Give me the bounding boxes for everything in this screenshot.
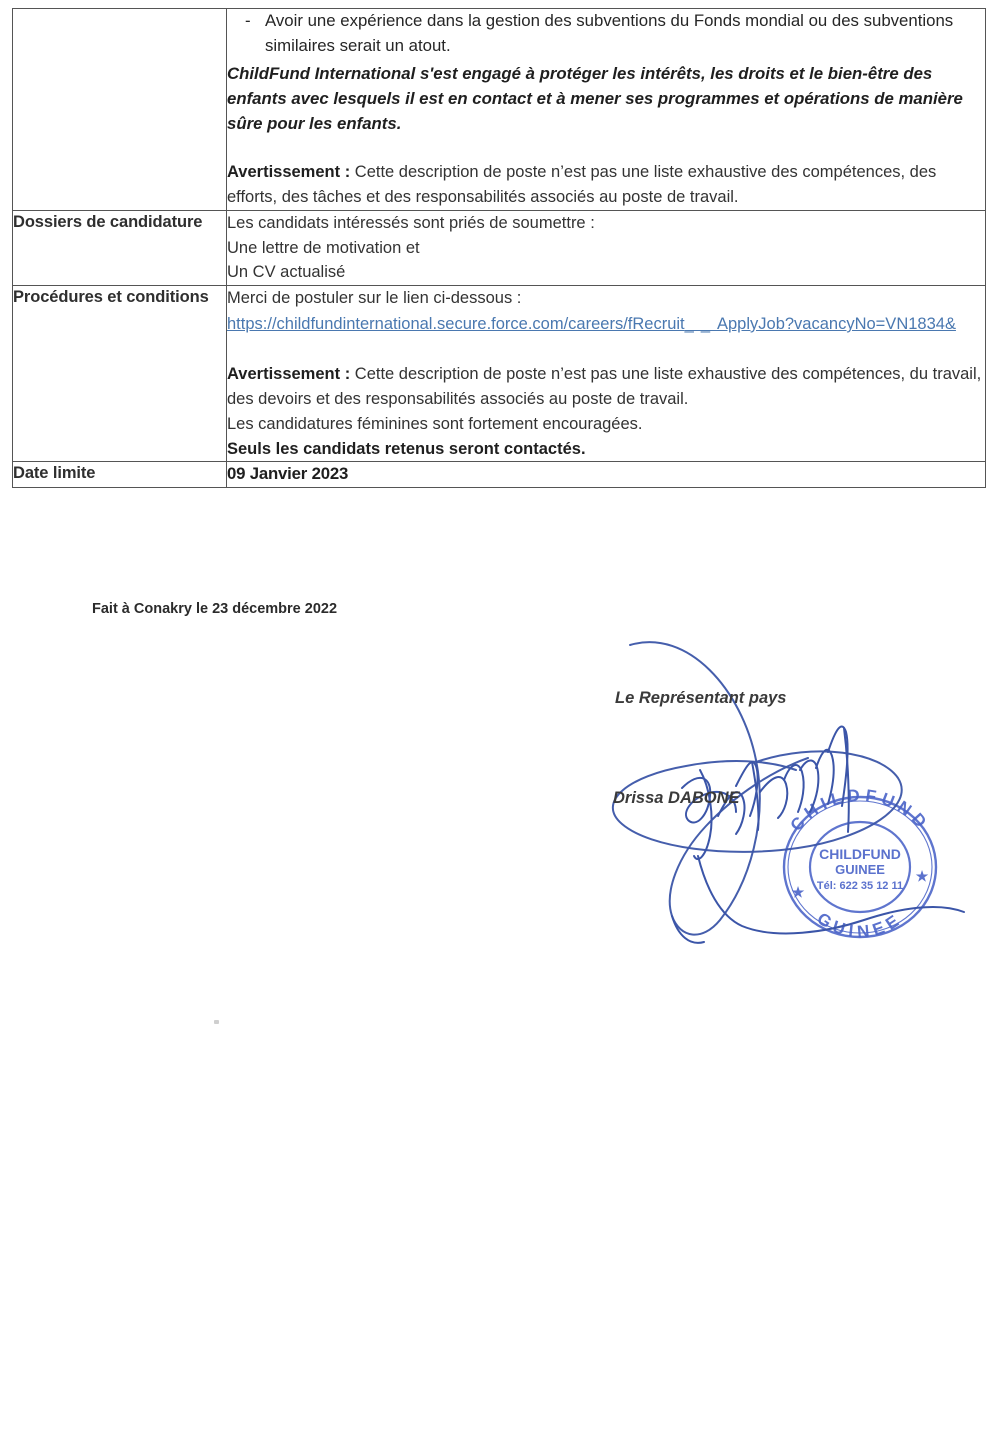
signature-title: Le Représentant pays [615, 689, 787, 707]
row-label-procedures: Procédures et conditions [13, 286, 227, 462]
stamp-inner-line1: CHILDFUND [819, 846, 901, 862]
table-row [13, 210, 986, 285]
deadline-date-value: 09 Janvier 2023 [227, 464, 349, 484]
application-line: Les candidats intéressés sont priés de soumettre : [227, 213, 595, 232]
stamp-star-right: ★ [915, 868, 929, 884]
disclaimer-text: Cette description de poste n’est pas une liste exhaustive des compétences, du travail, des devoirs et des responsabilités associés au poste de travail. [227, 364, 982, 408]
row-body-deadline [227, 462, 986, 487]
apply-link-part2: ApplyJob?vacancyNo=VN1834& [717, 314, 956, 333]
stamp-star-left: ★ [791, 884, 805, 900]
apply-job-link[interactable] [227, 311, 985, 338]
apply-intro-text: Merci de postuler sur le lien ci-dessous : [227, 289, 522, 308]
disclaimer-block [227, 160, 985, 210]
stamp-inner-line3: Tél: 622 35 12 11 [816, 880, 904, 892]
table-row [13, 286, 986, 462]
bullet-text: Avoir une expérience dans la gestion des subventions du Fonds mondial ou des subventions similaires serait un atout. [265, 11, 954, 55]
disclaimer-lead: Avertissement : [227, 364, 351, 383]
row-label-deadline: Date limite [13, 462, 227, 487]
bullet-marker: - [245, 11, 251, 30]
stamp-inner-line2: GUINEE [835, 862, 885, 877]
handwritten-signature [560, 620, 980, 950]
requirement-bullet [227, 9, 985, 59]
disclaimer-text: Cette description de poste n’est pas une liste exhaustive des compétences, des efforts, des tâches et des responsabilités associés au poste de travail. [227, 162, 937, 206]
row-label-empty [13, 9, 227, 211]
place-and-date: Fait à Conakry le 23 décembre 2022 [92, 601, 338, 617]
stamp-outer-top-text: CHILDFUND [786, 785, 934, 835]
stamp-outer-bottom-text: GUINEE [813, 908, 907, 940]
table-row [13, 9, 986, 211]
row-body-application-file [227, 210, 986, 285]
scan-artifact-speck [214, 1020, 219, 1024]
row-body-requirements [227, 9, 986, 211]
apply-link-part1: https://childfundinternational.secure.force.com/careers/fRecruit [227, 314, 685, 333]
row-body-procedures [227, 286, 986, 462]
shortlist-contact-line: Seuls les candidats retenus seront contactés. [227, 439, 586, 458]
application-line: Une lettre de motivation et [227, 238, 420, 257]
job-posting-table [12, 8, 986, 488]
female-encouragement-line: Les candidatures féminines sont fortement encouragées. [227, 414, 643, 433]
child-safeguarding-statement: ChildFund International s'est engagé à protéger les intérêts, les droits et le bien-être des enfants avec lesquels il est en contact et à mener ses programmes et opérations de manière sûre pour les enfants. [227, 63, 963, 133]
table-row [13, 462, 986, 487]
signatory-name: Drissa DABONE [613, 789, 740, 807]
row-label-application-file: Dossiers de candidature [13, 210, 227, 285]
disclaimer-lead: Avertissement : [227, 162, 351, 181]
apply-link-gap: __ [684, 314, 717, 333]
disclaimer-block [227, 362, 985, 412]
application-line: Un CV actualisé [227, 263, 346, 282]
